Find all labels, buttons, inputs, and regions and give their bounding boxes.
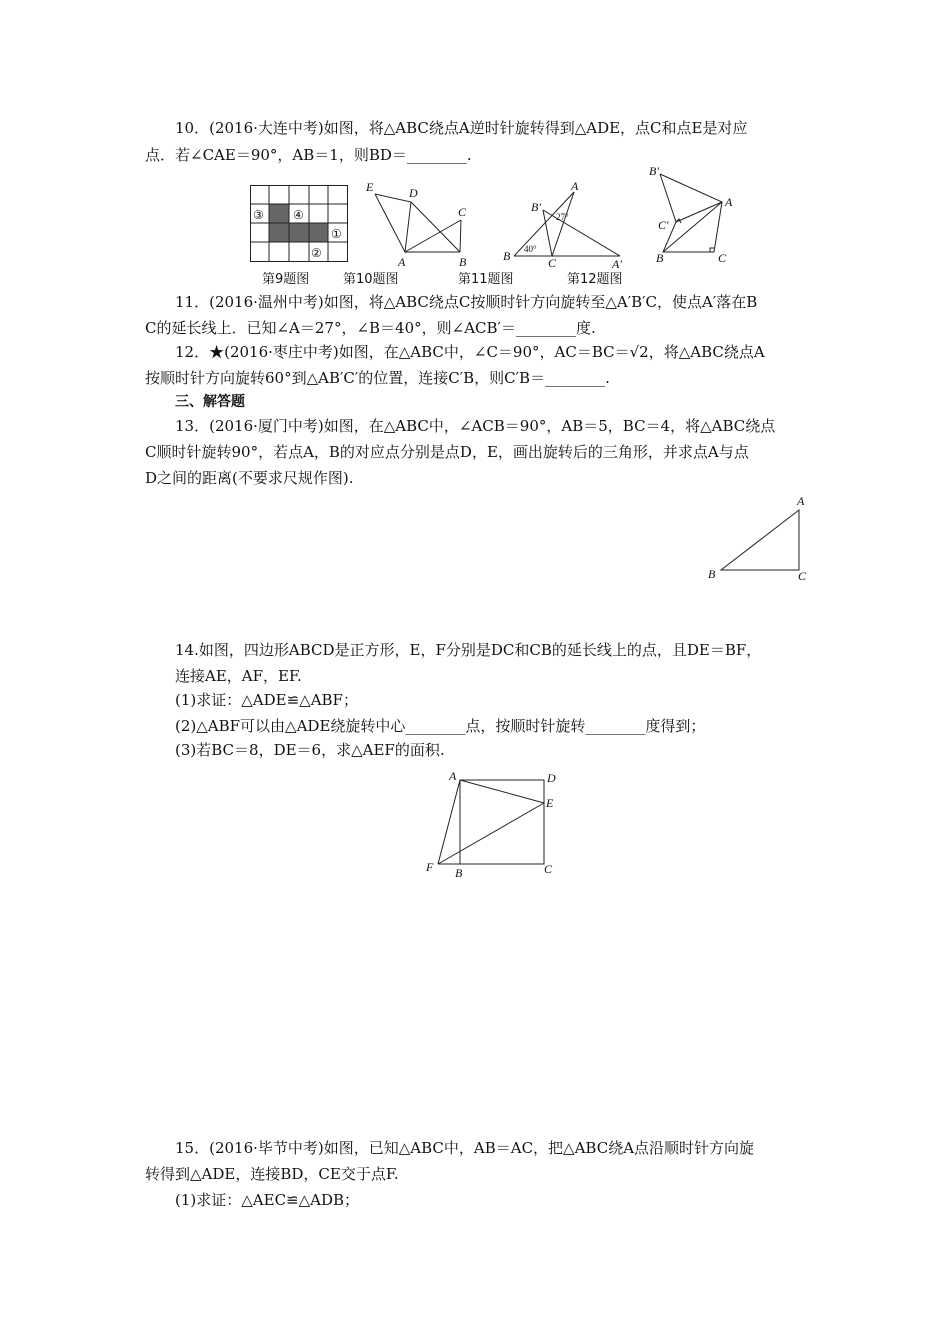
caption-fig9: 第9题图 [262,272,310,287]
fig14-E: E [546,796,554,810]
fig11-Bp: B′ [531,200,541,214]
q14-part1: (1)求证：△ADE≌△ABF； [175,691,358,709]
q15-part1: (1)求证：△AEC≌△ADB； [175,1191,360,1209]
fig12-diagram [648,162,743,267]
q15-line1: 15．(2016·毕节中考)如图，已知△ABC中，AB＝AC，把△ABC绕A点沿顺时针方向旋 [175,1139,755,1157]
fig11-Ap: A′ [612,257,622,271]
fig12-Bp: B′ [649,164,659,178]
fig10-D: D [409,186,418,200]
q14-line1: 14.如图，四边形ABCD是正方形，E，F分别是DC和CB的延长线上的点，且DE＝BF， [175,641,762,659]
caption-fig10: 第10题图 [343,272,399,287]
fig13-B: B [708,567,716,581]
fig10-C: C [458,205,467,219]
q11-line2: C的延长线上．已知∠A＝27°，∠B＝40°，则∠ACB′＝________度. [145,319,596,337]
fig12-Cp: C′ [658,218,669,232]
fig13-A: A [797,494,805,508]
q10-line1: 10．(2016·大连中考)如图，将△ABC绕点A逆时针旋转得到△ADE，点C和点E是对应 [175,119,748,137]
fig9-label-4: ④ [293,208,304,222]
fig14-square [420,765,565,880]
q12-line1: 12．★(2016·枣庄中考)如图，在△ABC中，∠C＝90°，AC＝BC＝√2，将△ABC绕点A [175,343,765,361]
fig11-A: A [571,179,579,193]
caption-fig11: 第11题图 [458,272,514,287]
q14-line2: 连接AE，AF，EF. [175,667,302,685]
fig10-B: B [459,255,467,269]
fig12-B: B [656,251,664,265]
fig14-C: C [544,862,553,876]
fig14-D: D [547,771,556,785]
fig10-diagram [365,180,470,270]
fig12-A: A [725,195,733,209]
fig11-C: C [548,256,557,270]
fig9-grid [250,185,350,265]
fig9-label-3: ③ [253,208,264,222]
fig9-label-1: ① [331,227,342,241]
q13-line3: D之间的距离(不要求尺规作图). [145,469,354,487]
q14-part2: (2)△ABF可以由△ADE绕旋转中心________点，按顺时针旋转________度得到； [175,717,706,735]
caption-fig12: 第12题图 [567,272,623,287]
fig11-diagram [500,179,630,271]
fig13-triangle [705,492,815,584]
fig9-label-2: ② [311,246,322,260]
fig10-E: E [366,180,374,194]
fig11-B: B [503,249,511,263]
fig11-angle40: 40° [524,244,537,254]
q11-line1: 11．(2016·温州中考)如图，将△ABC绕点C按顺时针方向旋转至△A′B′C，使点A′落在B [175,293,758,311]
section-heading: 三、解答题 [175,394,245,410]
fig14-B: B [455,866,463,880]
q13-line1: 13．(2016·厦门中考)如图，在△ABC中，∠ACB＝90°，AB＝5，BC＝4，将△ABC绕点 [175,417,776,435]
q12-line2: 按顺时针方向旋转60°到△AB′C′的位置，连接C′B，则C′B＝________. [145,369,610,387]
q10-line2: 点．若∠CAE＝90°，AB＝1，则BD＝________. [145,146,472,164]
q14-part3: (3)若BC＝8，DE＝6，求△AEF的面积. [175,741,445,759]
fig10-A: A [398,255,406,269]
fig12-C: C [718,251,727,265]
q15-line2: 转得到△ADE，连接BD，CE交于点F. [145,1165,399,1183]
fig14-F: F [426,860,434,874]
q13-line2: C顺时针旋转90°，若点A，B的对应点分别是点D，E，画出旋转后的三角形，并求点A与点 [145,443,749,461]
fig11-angle27: 27° [556,212,569,222]
fig13-C: C [798,569,807,583]
fig14-A: A [449,769,457,783]
